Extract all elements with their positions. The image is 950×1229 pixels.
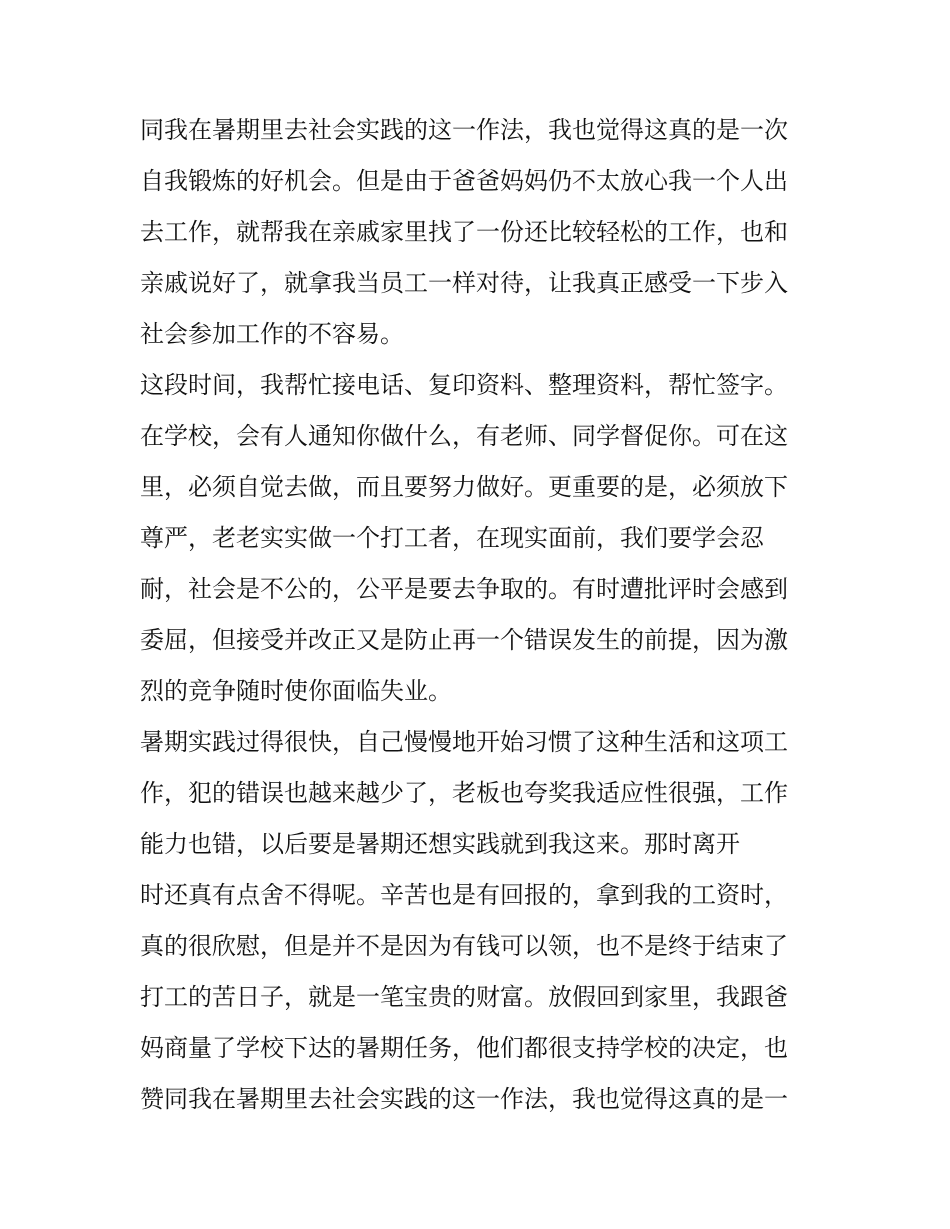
text-line: 里，必须自觉去做，而且要努力做好。更重要的是，必须放下 — [140, 473, 788, 501]
text-line: 在学校，会有人通知你做什么，有老师、同学督促你。可在这 — [140, 422, 788, 450]
text-line: 尊严，老老实实做一个打工者，在现实面前，我们要学会忍 — [140, 524, 764, 552]
text-line: 去工作，就帮我在亲戚家里找了一份还比较轻松的工作，也和 — [140, 218, 788, 246]
text-line: 社会参加工作的不容易。 — [140, 320, 404, 348]
text-line: 委屈，但接受并改正又是防止再一个错误发生的前提，因为激 — [140, 626, 788, 654]
text-line: 暑期实践过得很快，自己慢慢地开始习惯了这种生活和这项工 — [140, 728, 788, 756]
text-line: 时还真有点舍不得呢。辛苦也是有回报的，拿到我的工资时， — [140, 881, 788, 909]
text-line: 能力也错，以后要是暑期还想实践就到我这来。那时离开 — [140, 830, 740, 858]
text-line: 自我锻炼的好机会。但是由于爸爸妈妈仍不太放心我一个人出 — [140, 167, 788, 195]
text-line: 赞同我在暑期里去社会实践的这一作法，我也觉得这真的是一 — [140, 1085, 788, 1113]
body-text — [140, 105, 820, 1125]
text-line: 作，犯的错误也越来越少了，老板也夸奖我适应性很强，工作 — [140, 779, 788, 807]
text-line: 打工的苦日子，就是一笔宝贵的财富。放假回到家里，我跟爸 — [140, 983, 788, 1011]
text-line: 亲戚说好了，就拿我当员工一样对待，让我真正感受一下步入 — [140, 269, 788, 297]
text-line: 同我在暑期里去社会实践的这一作法，我也觉得这真的是一次 — [140, 116, 788, 144]
text-line: 烈的竞争随时使你面临失业。 — [140, 677, 452, 705]
text-line: 妈商量了学校下达的暑期任务，他们都很支持学校的决定，也 — [140, 1034, 788, 1062]
text-line: 这段时间，我帮忙接电话、复印资料、整理资料，帮忙签字。 — [140, 371, 788, 399]
text-line: 真的很欣慰，但是并不是因为有钱可以领，也不是终于结束了 — [140, 932, 788, 960]
text-line: 耐，社会是不公的，公平是要去争取的。有时遭批评时会感到 — [140, 575, 788, 603]
